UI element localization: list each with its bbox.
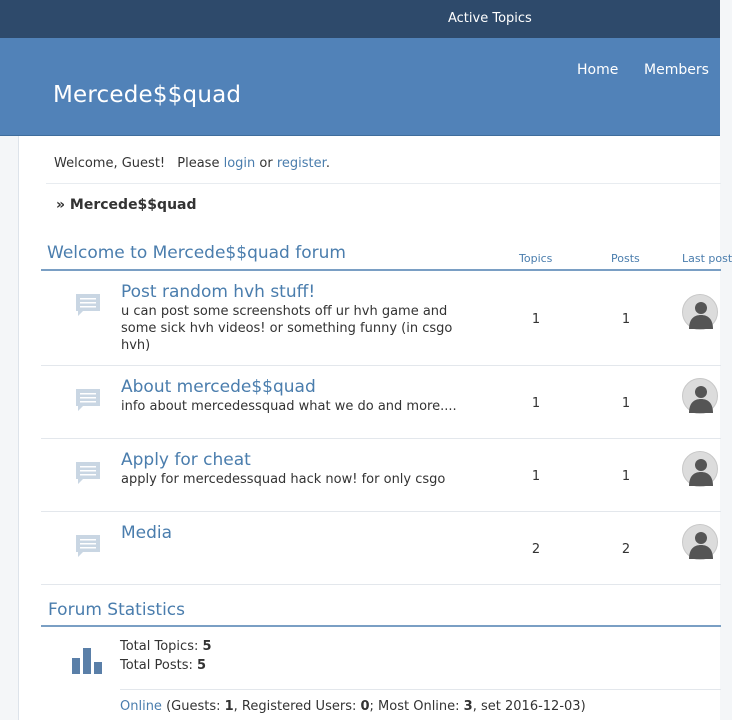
total-posts-value: 5 (197, 658, 207, 673)
last-post-avatar[interactable] (682, 524, 718, 560)
welcome-period: . (325, 156, 330, 171)
total-topics-label: Total Topics: (120, 639, 199, 654)
total-topics-stat (120, 639, 212, 654)
main-content (18, 136, 732, 720)
forum-name-link[interactable]: Media (121, 523, 173, 543)
welcome-please: Please (177, 156, 220, 171)
nav-home-link[interactable]: Home (577, 62, 619, 78)
most-online-label: ; Most Online: (369, 699, 460, 714)
column-header-posts: Posts (611, 252, 640, 265)
welcome-message (54, 156, 330, 171)
total-posts-label: Total Posts: (120, 658, 193, 673)
speech-bubble-icon (75, 461, 101, 485)
default-user-icon (683, 379, 719, 415)
total-posts-stat (120, 658, 206, 673)
registered-value: 0 (360, 699, 370, 714)
set-label: , set (472, 699, 501, 714)
default-user-icon (683, 295, 719, 331)
close-paren: ) (580, 699, 586, 714)
forum-row (41, 512, 721, 585)
site-title[interactable]: Mercede$$quad (53, 82, 242, 108)
last-post-avatar[interactable] (682, 294, 718, 330)
stats-title: Forum Statistics (48, 600, 186, 620)
active-topics-link[interactable]: Active Topics (448, 11, 532, 26)
forum-description: info about mercedessquad what we do and more.... (121, 399, 457, 414)
speech-bubble-icon (75, 293, 101, 317)
header-banner (0, 38, 720, 136)
forum-posts-count: 1 (621, 396, 631, 411)
total-topics-value: 5 (202, 639, 212, 654)
top-bar (0, 0, 720, 38)
forum-row (41, 271, 721, 366)
register-link[interactable]: register (276, 156, 326, 171)
welcome-or: or (259, 156, 273, 171)
stats-divider (120, 689, 721, 690)
most-online-value: 3 (463, 699, 473, 714)
forum-row (41, 439, 721, 512)
category-title[interactable]: Welcome to Mercede$$quad forum (47, 243, 346, 263)
forum-topics-count: 1 (531, 396, 541, 411)
bar-chart-icon (72, 646, 102, 674)
forum-name-link[interactable]: Post random hvh stuff! (121, 282, 316, 302)
guests-label: (Guests: (166, 699, 221, 714)
forum-topics-count: 1 (531, 312, 541, 327)
forum-topics-count: 2 (531, 542, 541, 557)
forum-name-link[interactable]: About mercede$$quad (121, 377, 316, 397)
guests-value: 1 (224, 699, 234, 714)
nav-members-link[interactable]: Members (644, 62, 709, 78)
last-post-avatar[interactable] (682, 451, 718, 487)
forum-row (41, 366, 721, 439)
default-user-icon (683, 525, 719, 561)
default-user-icon (683, 452, 719, 488)
stats-rule (41, 625, 721, 627)
online-stats (120, 699, 586, 714)
registered-label: , Registered Users: (233, 699, 357, 714)
column-header-last-post: Last post (682, 252, 732, 265)
speech-bubble-icon (75, 388, 101, 412)
forum-name-link[interactable]: Apply for cheat (121, 450, 251, 470)
online-link[interactable]: Online (120, 699, 162, 714)
set-date: 2016-12-03 (505, 699, 581, 714)
forum-description: apply for mercedessquad hack now! for only csgo (121, 472, 446, 487)
last-post-avatar[interactable] (682, 378, 718, 414)
breadcrumb: » Mercede$$quad (56, 197, 197, 213)
divider (46, 183, 721, 184)
forum-description: u can post some screenshots off ur hvh game and some sick hvh videos! or something funny (in csgo hvh) (121, 304, 453, 353)
forum-posts-count: 1 (621, 312, 631, 327)
column-header-topics: Topics (519, 252, 553, 265)
forum-topics-count: 1 (531, 469, 541, 484)
forum-posts-count: 2 (621, 542, 631, 557)
welcome-greeting: Welcome, Guest! (54, 156, 166, 171)
login-link[interactable]: login (223, 156, 256, 171)
forum-posts-count: 1 (621, 469, 631, 484)
speech-bubble-icon (75, 534, 101, 558)
